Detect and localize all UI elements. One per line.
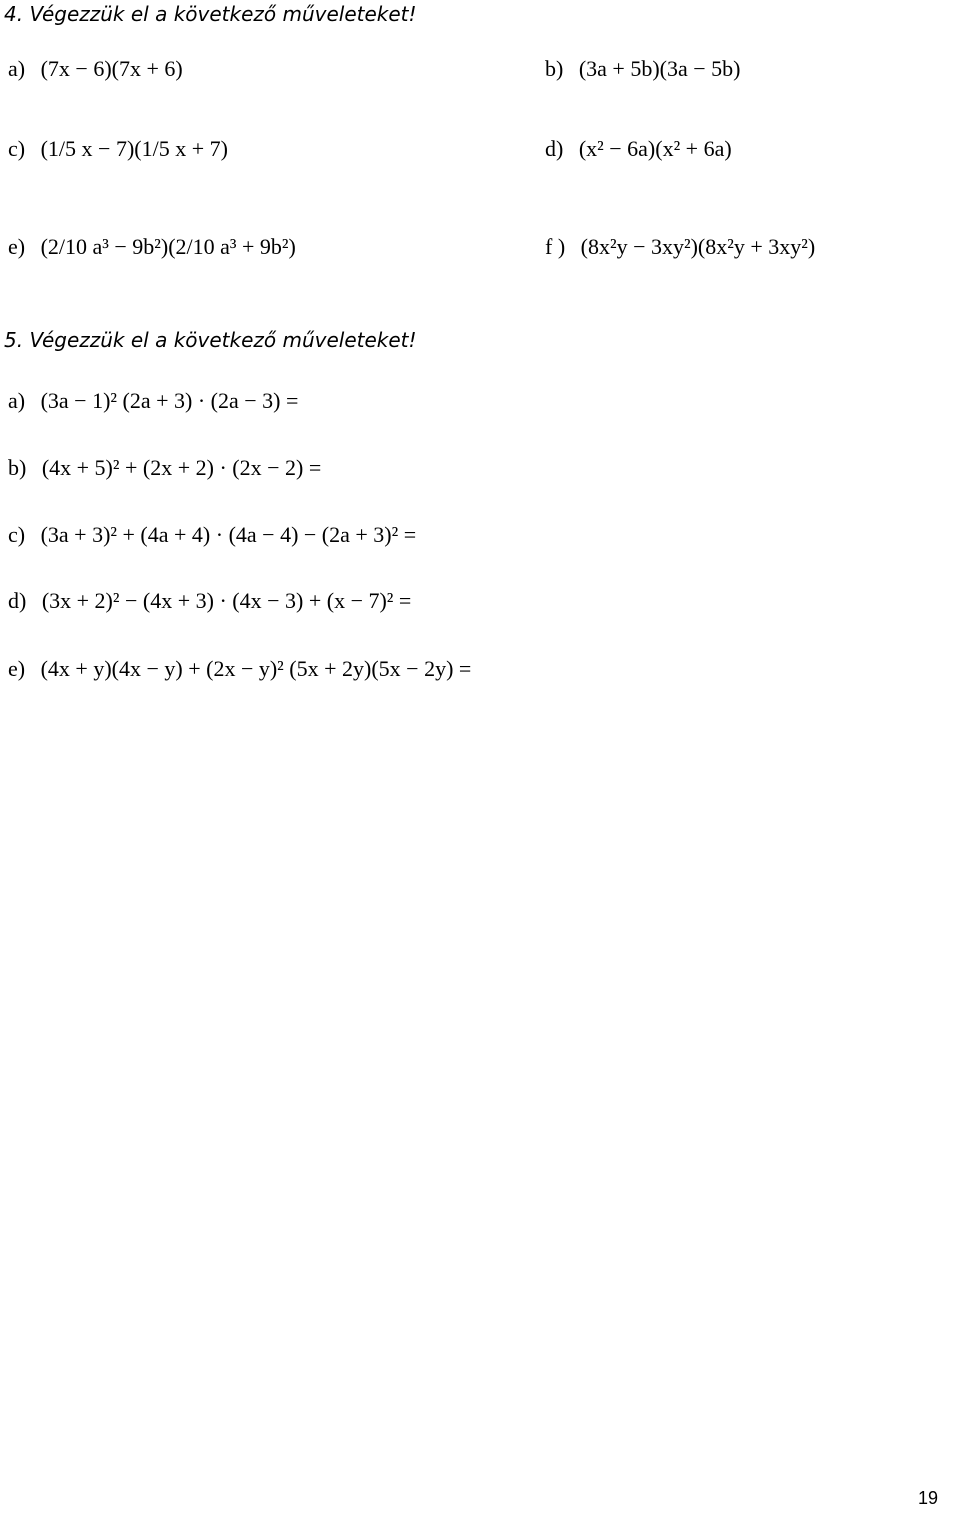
exercise-label: a): [8, 388, 26, 413]
exercise-5d: [8, 590, 411, 612]
exercise-4a: [8, 58, 183, 80]
exercise-5c: [8, 524, 416, 546]
exercise-4c: [8, 138, 228, 160]
exercise-4d: [545, 138, 732, 160]
exercise-expression: (4x + 5)² + (2x + 2) · (2x − 2) =: [41, 455, 322, 480]
exercise-expression: (1/5 x − 7)(1/5 x + 7): [40, 136, 228, 161]
exercise-5b: [8, 457, 321, 479]
exercise-expression: (3a − 1)² (2a + 3) · (2a − 3) =: [40, 388, 299, 413]
exercise-5a: [8, 390, 298, 412]
exercise-expression: (2/10 a³ − 9b²)(2/10 a³ + 9b²): [40, 234, 296, 259]
exercise-4f: [545, 236, 815, 258]
exercise-4b: [545, 58, 740, 80]
exercise-label: b): [545, 56, 564, 81]
exercise-expression: (3a + 5b)(3a − 5b): [578, 56, 741, 81]
exercise-label: d): [545, 136, 564, 161]
page-number: 19: [917, 1488, 938, 1508]
exercise-expression: (8x²y − 3xy²)(8x²y + 3xy²): [580, 234, 816, 259]
section-4-heading: 4. Végezzük el a következő műveleteket!: [4, 2, 417, 26]
exercise-label: e): [8, 234, 26, 259]
exercise-label: e): [8, 656, 26, 681]
exercise-expression: (7x − 6)(7x + 6): [40, 56, 183, 81]
exercise-expression: (3x + 2)² − (4x + 3) · (4x − 3) + (x − 7)² =: [41, 588, 412, 613]
section-5-heading: 5. Végezzük el a következő műveleteket!: [4, 328, 417, 352]
exercise-label: c): [8, 522, 26, 547]
exercise-4e: [8, 236, 296, 258]
exercise-expression: (x² − 6a)(x² + 6a): [578, 136, 732, 161]
exercise-expression: (4x + y)(4x − y) + (2x − y)² (5x + 2y)(5x − 2y) =: [40, 656, 472, 681]
exercise-5e: [8, 658, 471, 680]
exercise-label: a): [8, 56, 26, 81]
exercise-expression: (3a + 3)² + (4a + 4) · (4a − 4) − (2a + 3)² =: [40, 522, 417, 547]
exercise-label: d): [8, 588, 27, 613]
exercise-label: c): [8, 136, 26, 161]
exercise-label: b): [8, 455, 27, 480]
exercise-label: f ): [545, 234, 566, 259]
